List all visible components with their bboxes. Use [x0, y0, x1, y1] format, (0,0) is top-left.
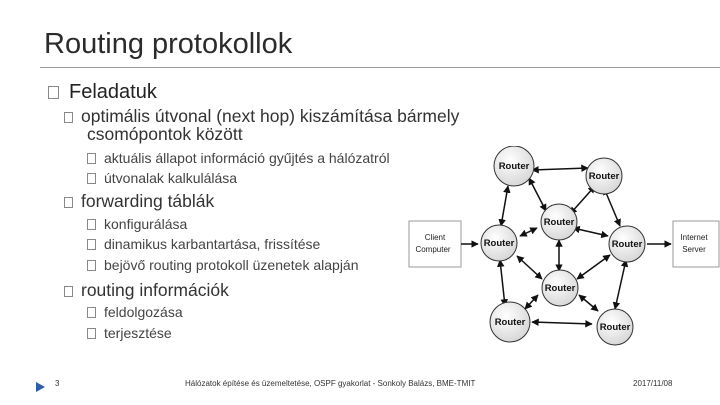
svg-text:Computer: Computer — [415, 245, 451, 254]
svg-text:Router: Router — [588, 171, 620, 182]
bullet-l3-processing — [87, 304, 183, 320]
router-node — [481, 225, 517, 261]
footer-date: 2017/11/08 — [633, 379, 673, 388]
bullet-marker-icon — [87, 153, 96, 164]
bullet-text: feldolgozása — [104, 304, 183, 320]
bullet-l3-dynamic — [87, 236, 320, 252]
internet-server — [673, 221, 719, 267]
bullet-l3-propagation — [87, 325, 172, 341]
bullet-text: forwarding táblák — [81, 191, 215, 211]
bullet-marker-icon — [64, 286, 73, 297]
bullet-marker-icon — [87, 307, 96, 318]
bullet-l3-config — [87, 216, 187, 232]
client-computer — [409, 221, 461, 267]
svg-text:Router: Router — [494, 317, 526, 328]
slide-title: Routing protokollok — [44, 28, 293, 60]
bullet-marker-icon — [87, 239, 96, 250]
bullet-l3-gather — [87, 150, 390, 166]
bullet-text: bejövő routing protokoll üzenetek alapján — [104, 257, 359, 273]
bullet-text: routing információk — [81, 280, 229, 300]
bullet-text: útvonalak kalkulálása — [104, 170, 238, 186]
svg-text:Server: Server — [682, 245, 706, 254]
svg-text:Internet: Internet — [680, 233, 708, 242]
bullet-marker-icon — [87, 173, 96, 184]
bullet-text: dinamikus karbantartása, frissítése — [104, 236, 321, 252]
svg-text:Router: Router — [544, 283, 576, 294]
svg-text:Router: Router — [483, 238, 515, 249]
svg-text:Router: Router — [599, 322, 631, 333]
title-underline — [40, 67, 720, 68]
svg-text:Router: Router — [543, 217, 575, 228]
router-node — [541, 204, 577, 240]
bullet-marker-icon — [48, 86, 59, 99]
bullet-text: konfigurálása — [104, 216, 188, 232]
router-node — [586, 158, 622, 194]
svg-text:Router: Router — [498, 161, 530, 172]
bullet-text: Feladatuk — [69, 81, 157, 103]
bullet-marker-icon — [64, 197, 73, 208]
bullet-l2-routing-info — [64, 281, 229, 300]
footer-course: Hálózatok építése és üzemeltetése, OSPF gyakorlat - Sonkoly Balázs, BME-TMIT — [185, 379, 476, 388]
bullet-text: aktuális állapot információ gyűjtés a hálózatról — [104, 150, 390, 166]
svg-text:Router: Router — [611, 239, 643, 250]
footer-page-number: 3 — [55, 379, 60, 388]
svg-text:Client: Client — [424, 233, 446, 242]
router-node — [609, 226, 645, 262]
bullet-l1-tasks — [48, 81, 157, 104]
router-node — [490, 302, 530, 342]
bullet-l3-calc — [87, 170, 237, 186]
router-node — [494, 146, 534, 186]
footer-arrow-icon — [36, 382, 45, 392]
bullet-text: optimális útvonal (next hop) kiszámítása bármely — [81, 106, 460, 126]
bullet-l3-incoming — [87, 257, 359, 273]
bullet-marker-icon — [87, 260, 96, 271]
router-node — [597, 309, 633, 345]
bullet-l2-forwarding — [64, 192, 214, 211]
router-network-diagram — [405, 146, 720, 346]
bullet-marker-icon — [87, 328, 96, 339]
bullet-l2-optimal-cont: csomópontok között — [87, 124, 243, 144]
bullet-marker-icon — [87, 219, 96, 230]
bullet-text: terjesztése — [104, 325, 172, 341]
bullet-marker-icon — [64, 112, 73, 123]
router-node — [542, 270, 578, 306]
